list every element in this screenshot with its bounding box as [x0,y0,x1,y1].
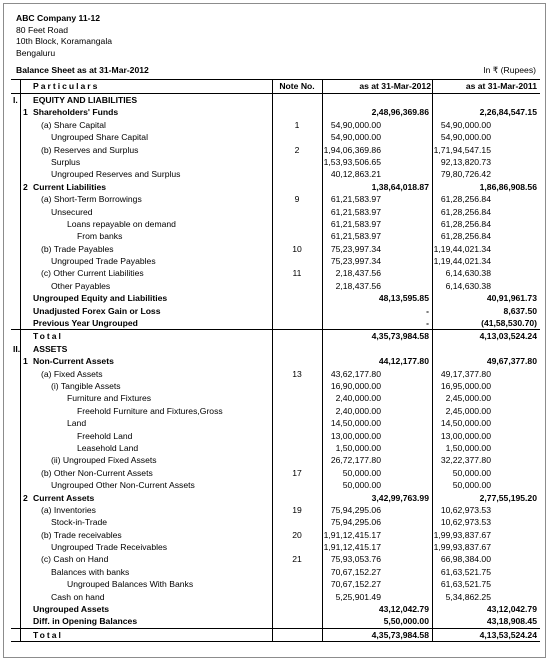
row-label: Current Assets [33,492,95,503]
current-year-header: as at 31-Mar-2012 [359,81,431,91]
current-value: 61,21,583.97 [330,206,381,217]
row-label: Total [33,629,63,640]
previous-value: 61,28,256.84 [440,218,491,229]
current-total: 43,12,042.79 [378,604,429,615]
previous-value: 10,62,973.53 [440,517,491,528]
table-row [11,329,540,342]
previous-value: 6,14,630.38 [445,268,491,279]
previous-value: 54,90,000.00 [440,119,491,130]
table-row [11,267,540,279]
row-label: Total [33,331,63,342]
current-value: 14,50,000.00 [330,418,381,429]
current-value: 61,21,583.97 [330,218,381,229]
row-label: Freehold Land [77,430,133,441]
previous-year-header: as at 31-Mar-2011 [465,81,537,91]
previous-value: 50,000.00 [452,467,491,478]
row-label: Stock-in-Trade [51,517,108,528]
row-label: Ungrouped Equity and Liabilities [33,293,168,304]
table-row [11,317,540,329]
row-label: Current Liabilities [33,181,107,192]
table-row [11,168,540,180]
group-number: 1 [23,107,28,118]
group-number: 2 [23,492,28,503]
current-value: 75,23,997.34 [330,243,381,254]
note-number: 9 [294,194,300,205]
current-value: 50,000.00 [342,467,381,478]
note-number: 17 [292,467,302,478]
row-label: Ungrouped Assets [33,604,110,615]
section-roman: II. [13,343,21,354]
current-value: 16,90,000.00 [330,380,381,391]
previous-total: 43,18,908.45 [486,616,537,627]
table-row [11,566,540,578]
previous-value: 5,34,862.25 [445,591,491,602]
current-value: 5,25,901.49 [335,591,381,602]
table-row [11,119,540,131]
previous-value: 16,95,000.00 [440,380,491,391]
row-label: ASSETS [33,343,68,354]
table-row [11,430,540,442]
table-row [11,156,540,168]
row-label: Previous Year Ungrouped [33,318,138,329]
row-label: Loans repayable on demand [67,218,176,229]
table-row [11,442,540,454]
row-label: (b) Trade receivables [41,529,122,540]
previous-value: 1,19,44,021.34 [433,243,491,254]
current-value: 70,67,152.27 [330,579,381,590]
current-total: 5,50,000.00 [383,616,429,627]
table-row [11,305,540,317]
previous-value: 61,63,521.75 [440,566,491,577]
current-value: 54,90,000.00 [330,132,381,143]
table-row [11,255,540,267]
particulars-header: Particulars [33,81,100,91]
previous-value: 1,99,93,837.67 [433,542,491,553]
table-row [11,603,540,615]
table-row [11,292,540,304]
current-value: 1,91,12,415.17 [323,529,381,540]
previous-value: 61,28,256.84 [440,194,491,205]
table-row [11,392,540,404]
table-row [11,380,540,392]
previous-value: 50,000.00 [452,480,491,491]
table-row [11,454,540,466]
row-label: Ungrouped Other Non-Current Assets [51,480,195,491]
row-label: Leasehold Land [77,442,139,453]
table-row [11,541,540,553]
previous-total: 1,86,86,908.56 [479,181,537,192]
row-label: (a) Share Capital [41,119,106,130]
previous-value: 1,99,93,837.67 [433,529,491,540]
previous-value: 1,19,44,021.34 [433,256,491,267]
row-label: Surplus [51,156,81,167]
row-label: Ungrouped Share Capital [51,132,148,143]
previous-total: (41,58,530.70) [481,318,537,329]
previous-total: 2,26,84,547.15 [479,107,537,118]
balance-sheet-table [11,79,540,642]
table-row [11,504,540,516]
row-label: Freehold Furniture and Fixtures,Gross [77,405,223,416]
current-value: 13,00,000.00 [330,430,381,441]
previous-value: 66,98,384.00 [440,554,491,565]
table-row [11,467,540,479]
row-label: Land [67,418,87,429]
current-total: 4,35,73,984.58 [371,331,429,342]
row-label: (i) Tangible Assets [51,380,121,391]
row-label: (c) Cash on Hand [41,554,109,565]
group-number: 1 [23,356,28,367]
current-total: 48,13,595.85 [378,293,429,304]
previous-value: 61,63,521.75 [440,579,491,590]
table-row [11,106,540,118]
table-row [11,529,540,541]
current-value: 75,23,997.34 [330,256,381,267]
previous-total: 43,12,042.79 [486,604,537,615]
table-row [11,230,540,242]
note-number: 21 [292,554,302,565]
previous-total: 40,91,961.73 [486,293,537,304]
previous-value: 1,50,000.00 [445,442,491,453]
row-label: Other Payables [51,280,111,291]
current-value: 43,62,177.80 [330,368,381,379]
table-row [11,280,540,292]
table-body [11,94,540,641]
table-row [11,492,540,504]
row-label: (b) Trade Payables [41,243,114,254]
previous-value: 2,45,000.00 [445,405,491,416]
currency-units: In ₹ (Rupees) [483,65,536,75]
current-value: 2,18,437.56 [335,268,381,279]
row-label: Ungrouped Balances With Banks [67,579,194,590]
table-row [11,355,540,367]
current-value: 26,72,177.80 [330,455,381,466]
previous-value: 2,45,000.00 [445,393,491,404]
table-row [11,405,540,417]
table-row [11,131,540,143]
current-value: 2,40,000.00 [335,405,381,416]
row-label: (a) Short-Term Borrowings [41,194,142,205]
previous-value: 32,22,377.80 [440,455,491,466]
table-row [11,218,540,230]
table-row [11,578,540,590]
table-row [11,615,540,627]
table-row [11,206,540,218]
current-value: 54,90,000.00 [330,119,381,130]
row-label: (ii) Ungrouped Fixed Assets [51,455,157,466]
group-number: 2 [23,181,28,192]
row-label: (b) Other Non-Current Assets [41,467,153,478]
table-header [11,80,540,94]
note-number: 13 [292,368,302,379]
row-label: Ungrouped Trade Payables [51,256,156,267]
previous-value: 6,14,630.38 [445,280,491,291]
company-name: ABC Company 11-12 [16,13,101,23]
previous-total: 4,13,53,524.24 [479,629,537,640]
previous-value: 61,28,256.84 [440,231,491,242]
table-row [11,181,540,193]
current-total: - [426,305,429,316]
note-number: 11 [292,268,302,279]
row-label: (c) Other Current Liabilities [41,268,144,279]
current-value: 1,94,06,369.86 [323,144,381,155]
previous-total: 4,13,03,524.24 [479,331,537,342]
table-row [11,591,540,603]
row-label: Balances with banks [51,566,130,577]
current-value: 2,18,437.56 [335,280,381,291]
address-line-2: 10th Block, Koramangala [16,36,113,47]
previous-value: 54,90,000.00 [440,132,491,143]
row-label: Unadjusted Forex Gain or Loss [33,305,161,316]
row-label: Diff. in Opening Balances [33,616,138,627]
note-number: 20 [292,529,302,540]
row-label: Non-Current Assets [33,356,114,367]
row-label: (b) Reserves and Surplus [41,144,139,155]
current-value: 50,000.00 [342,480,381,491]
current-value: 2,40,000.00 [335,393,381,404]
current-value: 61,21,583.97 [330,231,381,242]
current-total: 2,48,96,369.86 [371,107,429,118]
note-header: Note No. [279,81,315,91]
previous-value: 49,17,377.80 [440,368,491,379]
previous-value: 92,13,820.73 [440,156,491,167]
row-label: Ungrouped Reserves and Surplus [51,169,181,180]
current-total: 44,12,177.80 [378,356,429,367]
row-label: Shareholders' Funds [33,107,119,118]
table-row [11,343,540,355]
current-value: 75,94,295.06 [330,504,381,515]
previous-value: 1,71,94,547.15 [433,144,491,155]
row-label: Ungrouped Trade Receivables [51,542,168,553]
current-total: 1,38,64,018.87 [371,181,429,192]
note-number: 19 [292,504,302,515]
row-label: Furniture and Fixtures [67,393,152,404]
current-total: - [426,318,429,329]
note-number: 10 [292,243,302,254]
previous-value: 10,62,973.53 [440,504,491,515]
previous-total: 8,637.50 [503,305,537,316]
company-header [16,13,112,59]
previous-total: 2,77,55,195.20 [479,492,537,503]
section-roman: I. [13,95,18,105]
table-row [11,553,540,565]
row-label: Cash on hand [51,591,105,602]
current-value: 1,53,93,506.65 [323,156,381,167]
note-number: 1 [294,119,300,130]
row-label: EQUITY AND LIABILITIES [33,95,138,105]
previous-value: 13,00,000.00 [440,430,491,441]
table-row [11,193,540,205]
row-label: From banks [77,231,123,242]
current-value: 75,93,053.76 [330,554,381,565]
address-line-3: Bengaluru [16,47,56,58]
table-row [11,417,540,429]
current-value: 1,91,12,415.17 [323,542,381,553]
report-title: Balance Sheet as at 31-Mar-2012 [16,65,149,75]
table-row [11,516,540,528]
table-row [11,144,540,156]
address-line-1: 80 Feet Road [16,24,69,35]
previous-value: 61,28,256.84 [440,206,491,217]
previous-total: 49,67,377.80 [486,356,537,367]
row-label: (a) Inventories [41,504,96,515]
current-value: 1,50,000.00 [335,442,381,453]
note-number: 2 [294,144,300,155]
current-total: 3,42,99,763.99 [371,492,429,503]
current-value: 70,67,152.27 [330,566,381,577]
table-row [11,479,540,491]
table-row [11,368,540,380]
table-row [11,628,540,641]
previous-value: 79,80,726.42 [440,169,491,180]
current-value: 75,94,295.06 [330,517,381,528]
table-row [11,94,540,106]
current-value: 61,21,583.97 [330,194,381,205]
previous-value: 14,50,000.00 [440,418,491,429]
row-label: Unsecured [51,206,93,217]
row-label: (a) Fixed Assets [41,368,103,379]
current-total: 4,35,73,984.58 [371,629,429,640]
current-value: 40,12,863.21 [330,169,381,180]
table-row [11,243,540,255]
